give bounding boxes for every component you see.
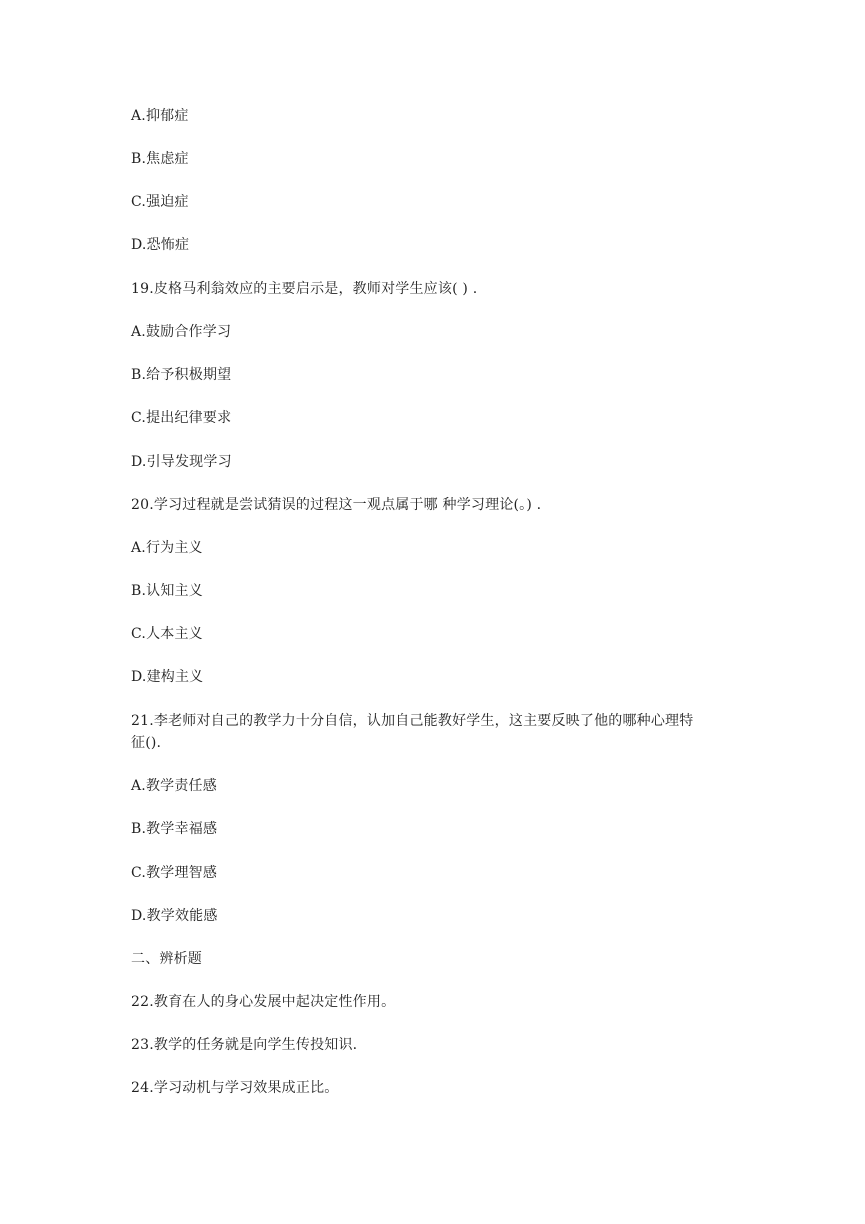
q19-option-c: C.提出纪律要求 — [131, 410, 232, 426]
q19-option-a: A.鼓励合作学习 — [131, 324, 232, 340]
q20-option-a: A.行为主义 — [131, 540, 203, 556]
q21-stem-line2: 征(). — [131, 735, 162, 751]
q24-item: 24.学习动机与学习效果成正比。 — [131, 1080, 339, 1096]
q20-stem: 20.学习过程就是尝试猜误的过程这一观点属于哪 种学习理论(。) . — [131, 497, 542, 513]
q20-option-d: D.建构主义 — [131, 669, 204, 685]
q22-item: 22.教育在人的身心发展中起决定性作用。 — [131, 994, 396, 1010]
q21-stem-line1: 21.李老师对自己的教学力十分自信，认加自己能教好学生，这主要反映了他的哪种心理特 — [131, 713, 694, 729]
q19-option-d: D.引导发现学习 — [131, 454, 232, 470]
q21-option-b: B.教学幸福感 — [131, 821, 218, 837]
q23-item: 23.教学的任务就是向学生传投知识. — [131, 1037, 358, 1053]
q18-option-d: D.恐怖症 — [131, 237, 190, 253]
q19-option-b: B.给予积极期望 — [131, 367, 232, 383]
q18-option-b: B.焦虑症 — [131, 151, 189, 167]
q20-option-b: B.认知主义 — [131, 583, 203, 599]
q20-option-c: C.人本主义 — [131, 626, 203, 642]
q18-option-a: A.抑郁症 — [131, 108, 189, 124]
q21-option-c: C.教学理智感 — [131, 865, 218, 881]
q19-stem: 19.皮格马利翁效应的主要启示是，教师对学生应该( ) . — [131, 281, 478, 297]
section-heading: 二、辨析题 — [131, 951, 202, 967]
q21-option-d: D.教学效能感 — [131, 908, 218, 924]
q18-option-c: C.强迫症 — [131, 194, 189, 210]
q21-option-a: A.教学责任感 — [131, 778, 217, 794]
